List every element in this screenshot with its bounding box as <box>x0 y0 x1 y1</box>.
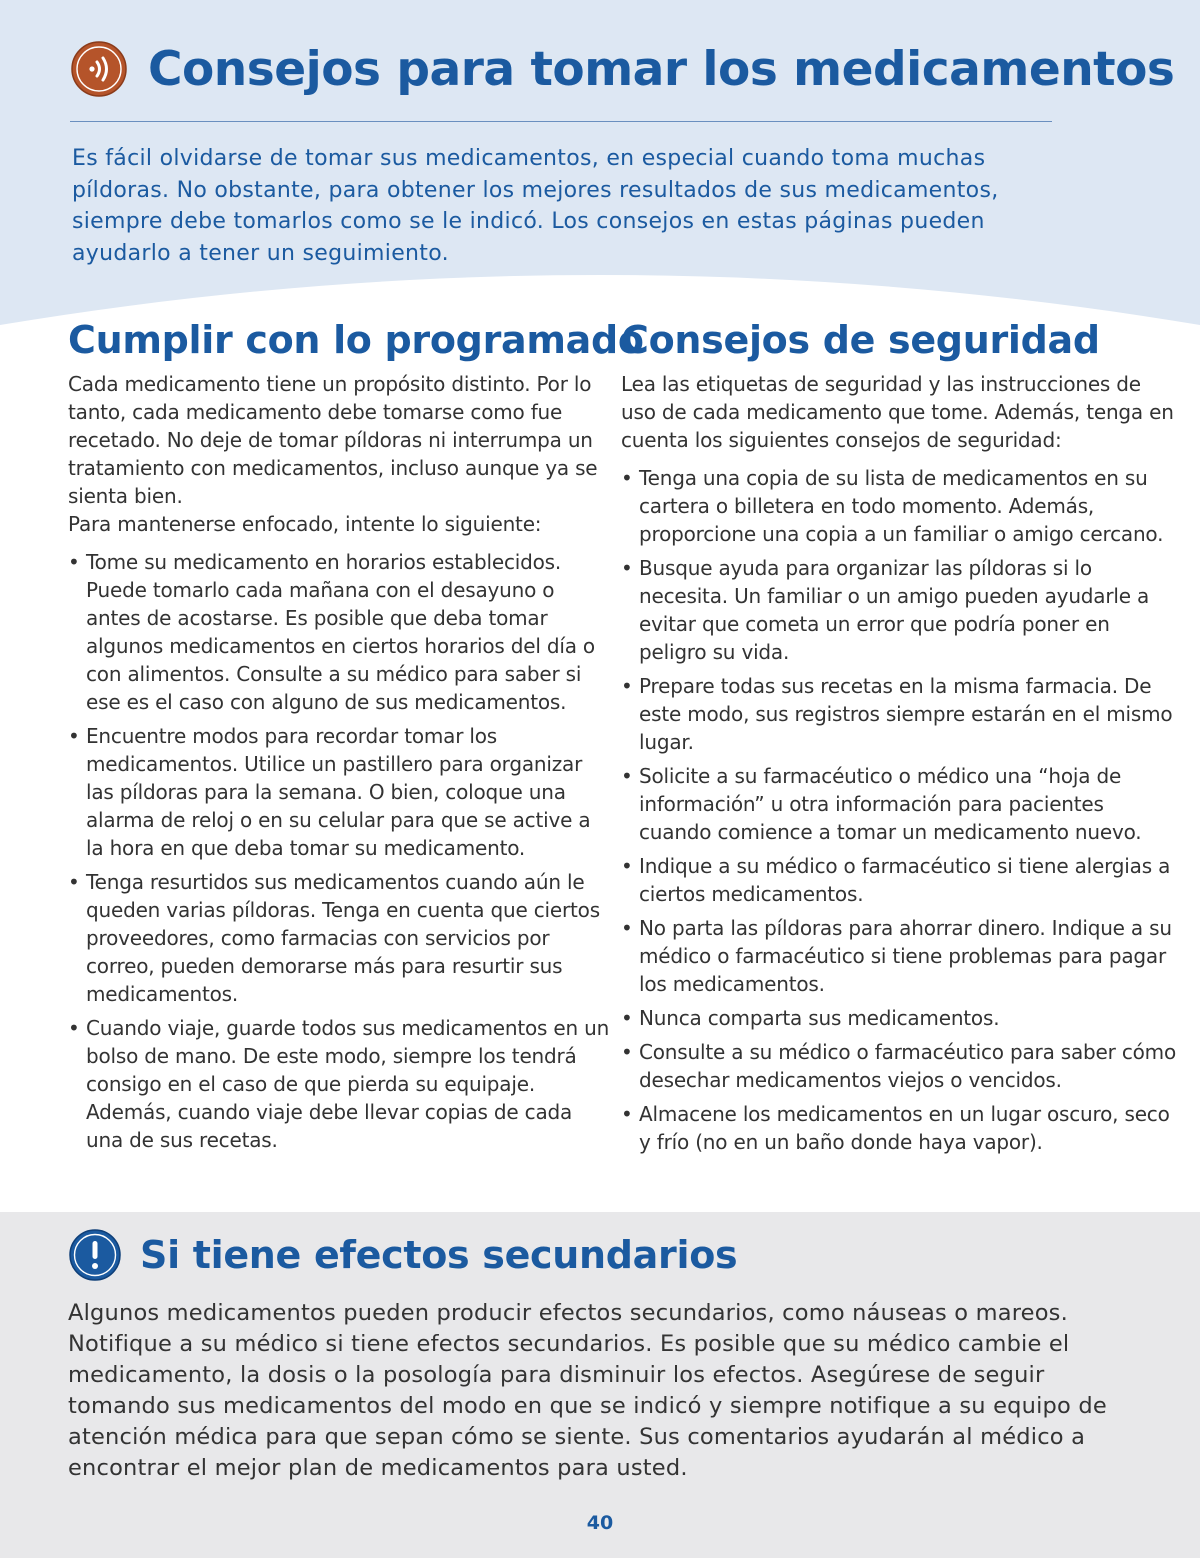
audio-icon[interactable] <box>70 40 128 98</box>
side-effects-body: Algunos medicamentos pueden producir efectos secundarios, como náuseas o mareos. Notifique a su médico si tiene efectos secundarios. Es posible que su médico cambie el medicamento, la dosis o la posología para disminuir los efectos. Asegúrese de seguir tomando sus medicamentos del modo en que se indicó y siempre notifique a su equipo de atención médica para que sepan cómo se siente. Sus comentarios ayudarán al médico a encontrar el mejor plan de medicamentos para usted. <box>68 1300 1107 1481</box>
schedule-lead: Para mantenerse enfocado, intente lo siguiente: <box>68 512 542 536</box>
safety-intro: Lea las etiquetas de seguridad y las instrucciones de uso de cada medicamento que tome. Además, tenga en cuenta los siguientes consejos de seguridad: <box>621 372 1174 452</box>
list-item: • Prepare todas sus recetas en la misma farmacia. De este modo, sus registros siempre estarán en el mismo lugar. <box>621 672 1181 756</box>
list-item: • Tome su medicamento en horarios establecidos. Puede tomarlo cada mañana con el desayuno o antes de acostarse. Es posible que deba tomar algunos medicamentos en ciertos horarios del día o con alimentos. Consulte a su médico para saber si ese es el caso con alguno de sus medicamentos. <box>68 548 613 716</box>
list-item: • Tenga una copia de su lista de medicamentos en su cartera o billetera en todo momento. Además, proporcione una copia a un familiar o amigo cercano. <box>621 464 1181 548</box>
list-item: • Busque ayuda para organizar las píldoras si lo necesita. Un familiar o un amigo pueden ayudarle a evitar que cometa un error que podría poner en peligro su vida. <box>621 554 1181 666</box>
schedule-heading: Cumplir con lo programado <box>68 318 644 362</box>
list-item: • Tenga resurtidos sus medicamentos cuando aún le queden varias píldoras. Tenga en cuenta que ciertos proveedores, como farmacias con servicios por correo, pueden demorarse más para resurtir sus medicamentos. <box>68 868 613 1008</box>
side-effects-title-row <box>68 1228 737 1282</box>
schedule-list <box>68 548 613 1154</box>
title-divider <box>70 121 1052 122</box>
safety-heading: Consejos de seguridad <box>621 318 1100 362</box>
list-item: • Consulte a su médico o farmacéutico para saber cómo desechar medicamentos viejos o vencidos. <box>621 1038 1181 1094</box>
list-item: • Nunca comparta sus medicamentos. <box>621 1004 1181 1032</box>
page-title: Consejos para tomar los medicamentos <box>148 41 1175 97</box>
list-item: • Cuando viaje, guarde todos sus medicamentos en un bolso de mano. De este modo, siempre los tendrá consigo en el caso de que pierda su equipaje. Además, cuando viaje debe llevar copias de cada una de sus recetas. <box>68 1014 613 1154</box>
list-item: • Almacene los medicamentos en un lugar oscuro, seco y frío (no en un baño donde haya vapor). <box>621 1100 1181 1156</box>
schedule-intro: Cada medicamento tiene un propósito distinto. Por lo tanto, cada medicamento debe tomarse como fue recetado. No deje de tomar píldoras ni interrumpa un tratamiento con medicamentos, incluso aunque ya se sienta bien. <box>68 372 598 508</box>
list-item: • Encuentre modos para recordar tomar los medicamentos. Utilice un pastillero para organizar las píldoras para la semana. O bien, coloque una alarma de reloj o en su celular para que se active a la hora en que deba tomar su medicamento. <box>68 722 613 862</box>
list-item: • Indique a su médico o farmacéutico si tiene alergias a ciertos medicamentos. <box>621 852 1181 908</box>
safety-list <box>621 464 1181 1156</box>
list-item: • Solicite a su farmacéutico o médico una “hoja de información” u otra información para pacientes cuando comience a tomar un medicamento nuevo. <box>621 762 1181 846</box>
list-item: • No parta las píldoras para ahorrar dinero. Indique a su médico o farmacéutico si tiene problemas para pagar los medicamentos. <box>621 914 1181 998</box>
schedule-section <box>68 318 644 1160</box>
side-effects-title: Si tiene efectos secundarios <box>140 1233 738 1277</box>
safety-section <box>621 318 1181 1162</box>
exclamation-icon <box>68 1228 122 1282</box>
title-row <box>70 40 1174 98</box>
intro-paragraph: Es fácil olvidarse de tomar sus medicamentos, en especial cuando toma muchas píldoras. No obstante, para obtener los mejores resultados de sus medicamentos, siempre debe tomarlos como se le indicó. Los consejos en estas páginas pueden ayudarlo a tener un seguimiento. <box>72 146 999 266</box>
page-number: 40 <box>586 1512 614 1534</box>
